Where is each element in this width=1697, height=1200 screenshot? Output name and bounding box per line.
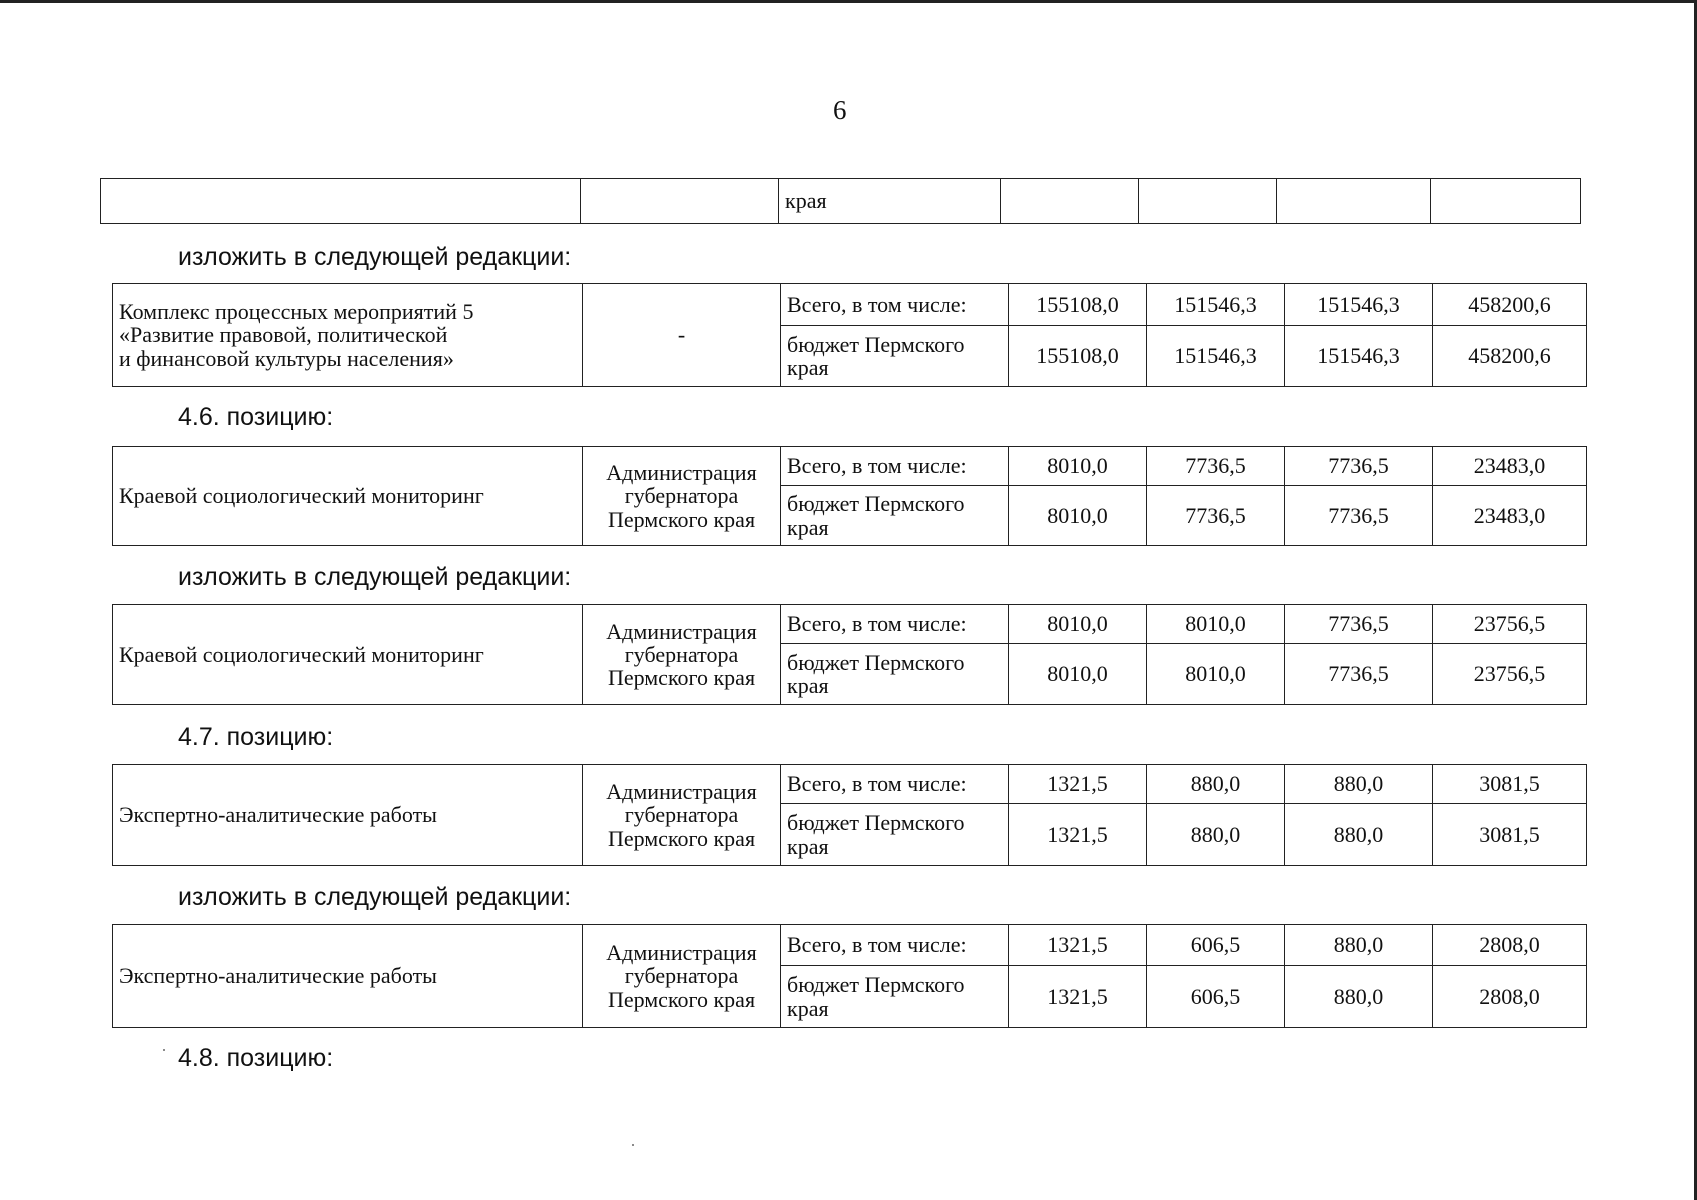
funding-source-cell (781, 447, 1009, 486)
year-value-cell: 880,0 (1285, 925, 1433, 966)
event-name-line: Комплекс процессных мероприятий 5 (119, 299, 474, 325)
funding-source-line: Всего, в том числе: (787, 611, 967, 637)
funding-source-cell (781, 804, 1009, 866)
fragment-value-cell (1139, 179, 1277, 224)
year-value-cell: 606,5 (1147, 966, 1285, 1028)
year-value-cell: 880,0 (1147, 765, 1285, 804)
year-value-cell: 151546,3 (1285, 284, 1433, 326)
funding-source-cell (781, 486, 1009, 546)
scan-speck (163, 1049, 165, 1051)
funding-source-cell (781, 644, 1009, 705)
event-name-cell (113, 765, 583, 866)
executor-line: Администрация (606, 779, 757, 805)
budget-table (112, 924, 1587, 1028)
total-value-cell: 23756,5 (1433, 605, 1587, 644)
year-value-cell: 7736,5 (1285, 486, 1433, 546)
executor-line: губернатора (624, 802, 739, 828)
total-value-cell: 23483,0 (1433, 486, 1587, 546)
year-value-cell: 151546,3 (1147, 284, 1285, 326)
funding-source-cell (781, 966, 1009, 1028)
event-name-line: Экспертно-аналитические работы (119, 963, 437, 989)
year-value-cell: 151546,3 (1285, 326, 1433, 387)
fragment-name-cell (101, 179, 581, 224)
funding-source-line: края (787, 673, 829, 698)
total-value-cell: 2808,0 (1433, 925, 1587, 966)
executor-line: губернатора (624, 483, 739, 509)
executor-line: Пермского края (607, 665, 756, 691)
event-name-cell (113, 447, 583, 546)
executor-line: Администрация (606, 460, 757, 486)
executor-cell (583, 605, 781, 705)
year-value-cell: 1321,5 (1009, 925, 1147, 966)
table-row (113, 447, 1587, 486)
year-value-cell: 8010,0 (1009, 644, 1147, 705)
funding-source-line: бюджет Пермского (787, 972, 965, 998)
budget-table (112, 446, 1587, 546)
budget-table (112, 764, 1587, 866)
funding-source-line: Всего, в том числе: (787, 453, 967, 479)
year-value-cell: 7736,5 (1285, 644, 1433, 705)
total-value-cell: 23756,5 (1433, 644, 1587, 705)
table-row (113, 284, 1587, 326)
fragment-table (100, 178, 1581, 224)
funding-source-line: бюджет Пермского (787, 649, 965, 675)
scan-speck (632, 1144, 634, 1146)
year-value-cell: 880,0 (1147, 804, 1285, 866)
funding-source-cell (781, 605, 1009, 644)
funding-source-cell (781, 765, 1009, 804)
year-value-cell: 7736,5 (1147, 447, 1285, 486)
year-value-cell: 8010,0 (1147, 605, 1285, 644)
total-value-cell: 458200,6 (1433, 326, 1587, 387)
page-number: 6 (833, 95, 847, 125)
year-value-cell: 606,5 (1147, 925, 1285, 966)
fragment-source-cell: края (779, 179, 1001, 224)
executor-line: губернатора (624, 963, 739, 989)
executor-line: Администрация (606, 940, 757, 966)
year-value-cell: 880,0 (1285, 804, 1433, 866)
event-name-cell (113, 925, 583, 1028)
year-value-cell: 8010,0 (1009, 447, 1147, 486)
year-value-cell: 155108,0 (1009, 326, 1147, 387)
total-value-cell: 3081,5 (1433, 804, 1587, 866)
total-value-cell: 3081,5 (1433, 765, 1587, 804)
section-heading: изложить в следующей редакции: (178, 563, 572, 591)
table-row (113, 605, 1587, 644)
year-value-cell: 880,0 (1285, 765, 1433, 804)
year-value-cell: 7736,5 (1285, 447, 1433, 486)
table-row (113, 925, 1587, 966)
year-value-cell: 155108,0 (1009, 284, 1147, 326)
funding-source-line: бюджет Пермского (787, 331, 965, 357)
fragment-value-cell (1277, 179, 1431, 224)
fragment-executor-cell (581, 179, 779, 224)
table-row (113, 765, 1587, 804)
executor-cell (583, 925, 781, 1028)
funding-source-line: края (787, 995, 829, 1021)
executor-line: Пермского края (607, 825, 756, 851)
executor-line: Администрация (606, 618, 757, 644)
funding-source-line: бюджет Пермского (787, 810, 965, 836)
executor-cell (583, 765, 781, 866)
funding-source-line: Всего, в том числе: (787, 771, 967, 797)
event-name-cell (113, 605, 583, 705)
year-value-cell: 880,0 (1285, 966, 1433, 1028)
budget-table (112, 604, 1587, 705)
funding-source-cell (781, 284, 1009, 326)
year-value-cell: 8010,0 (1009, 605, 1147, 644)
funding-source-line: Всего, в том числе: (787, 291, 967, 317)
event-name-line: Краевой социологический мониторинг (119, 483, 484, 509)
section-heading: изложить в следующей редакции: (178, 243, 572, 271)
funding-source-line: бюджет Пермского (787, 491, 965, 517)
fragment-value-cell (1001, 179, 1139, 224)
total-value-cell: 2808,0 (1433, 966, 1587, 1028)
year-value-cell: 1321,5 (1009, 765, 1147, 804)
year-value-cell: 7736,5 (1147, 486, 1285, 546)
executor-line: губернатора (624, 641, 739, 667)
funding-source-line: края (787, 355, 829, 380)
section-heading: 4.8. позицию: (178, 1044, 334, 1072)
executor-line: - (677, 322, 686, 348)
executor-cell (583, 284, 781, 387)
total-value-cell: 23483,0 (1433, 447, 1587, 486)
year-value-cell: 151546,3 (1147, 326, 1285, 387)
event-name-line: и финансовой культуры населения» (119, 345, 454, 371)
event-name-line: Краевой социологический мониторинг (119, 641, 484, 667)
year-value-cell: 8010,0 (1147, 644, 1285, 705)
year-value-cell: 1321,5 (1009, 804, 1147, 866)
section-heading: 4.7. позицию: (178, 723, 334, 751)
funding-source-cell (781, 925, 1009, 966)
fragment-value-cell (1431, 179, 1581, 224)
funding-source-cell (781, 326, 1009, 387)
total-value-cell: 458200,6 (1433, 284, 1587, 326)
year-value-cell: 8010,0 (1009, 486, 1147, 546)
section-heading: изложить в следующей редакции: (178, 883, 572, 911)
year-value-cell: 1321,5 (1009, 966, 1147, 1028)
executor-line: Пермского края (607, 986, 756, 1012)
funding-source-line: края (787, 833, 829, 859)
executor-line: Пермского края (607, 506, 756, 532)
budget-table (112, 283, 1587, 387)
event-name-cell (113, 284, 583, 387)
year-value-cell: 7736,5 (1285, 605, 1433, 644)
executor-cell (583, 447, 781, 546)
event-name-line: «Развитие правовой, политической (119, 322, 448, 348)
funding-source-line: края (787, 514, 829, 540)
funding-source-line: Всего, в том числе: (787, 932, 967, 958)
event-name-line: Экспертно-аналитические работы (119, 802, 437, 828)
section-heading: 4.6. позицию: (178, 403, 334, 431)
